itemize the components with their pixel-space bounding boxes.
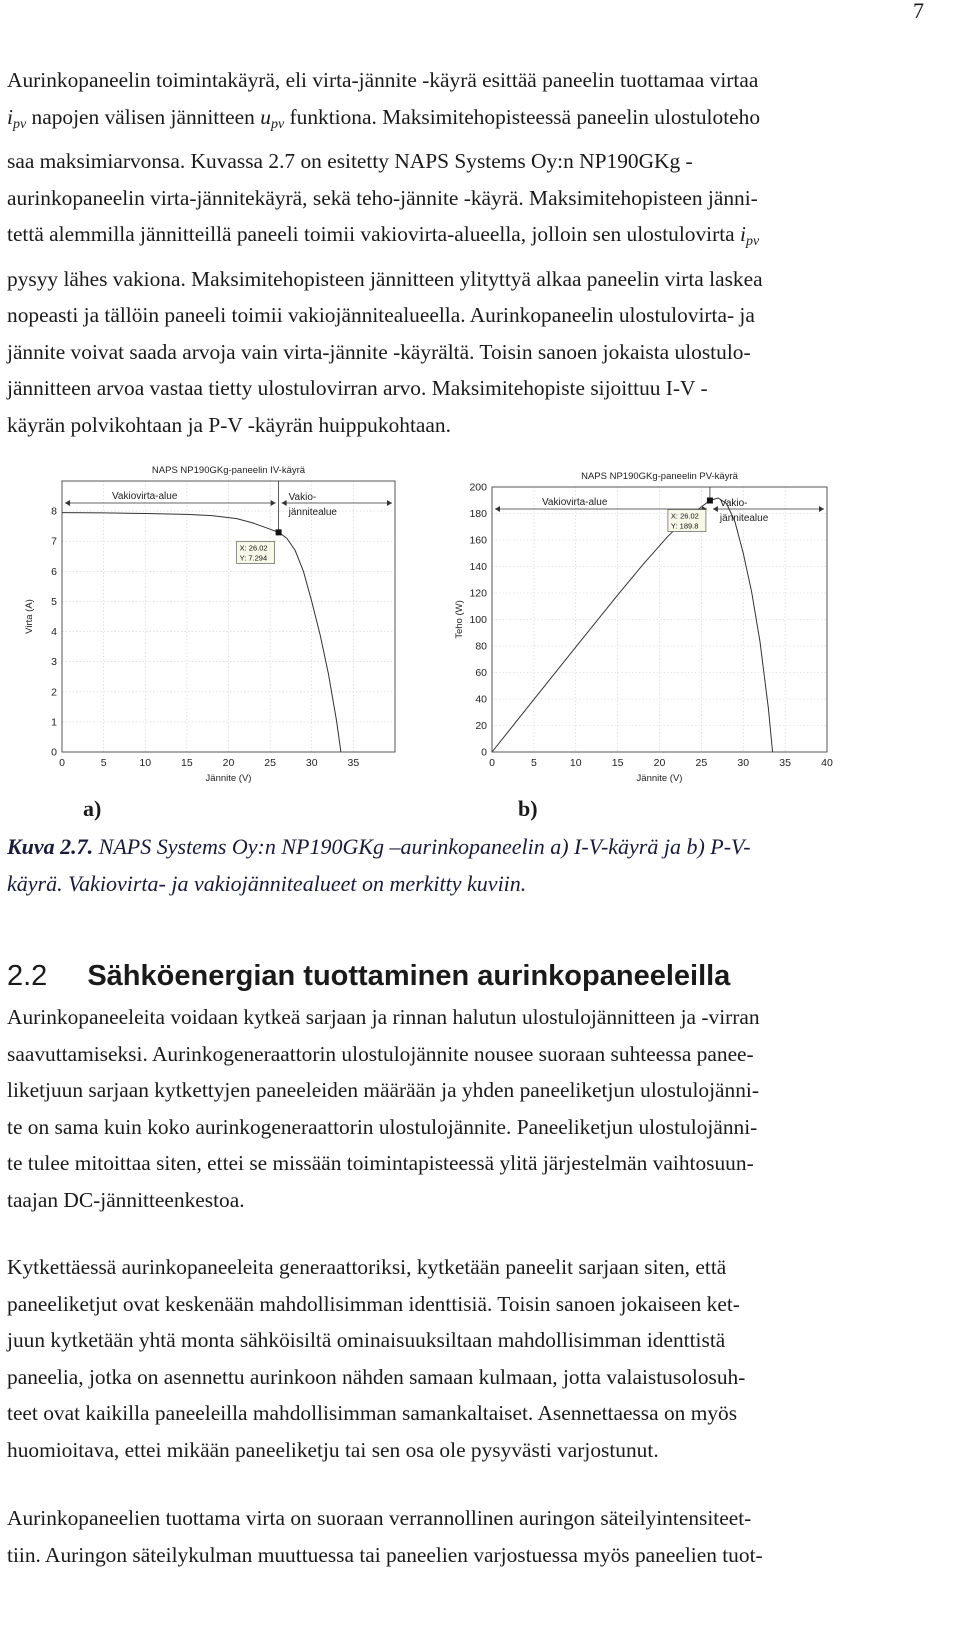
body-line: Aurinkopaneelien tuottama virta on suoraan verrannollinen auringon säteilyintensiteet- xyxy=(7,1506,752,1530)
figure-label-a: a) xyxy=(83,796,102,821)
x-tick-label: 30 xyxy=(305,757,318,769)
intro-line: $i_{pv}$ napojen välisen jännitteen $u_{pv}$ funktiona. Maksimitehopisteessä paneelin ulostuloteho xyxy=(7,104,761,132)
y-tick-label: 8 xyxy=(51,505,57,518)
x-tick-label: 20 xyxy=(222,757,235,769)
y-tick-label: 7 xyxy=(51,535,57,548)
body-line: juun kytketään yhtä monta sähköisiltä ominaisuuksiltaan mahdollisimman identtistä xyxy=(7,1328,726,1352)
x-axis-label: Jännite (V) xyxy=(636,773,683,784)
x-tick-label: 0 xyxy=(489,757,495,769)
section-number: 2.2 xyxy=(7,960,48,992)
intro-line: aurinkopaneelin virta-jännitekäyrä, sekä teho-jännite -käyrä. Maksimitehopisteen jänni- xyxy=(7,185,758,210)
x-tick-label: 15 xyxy=(181,757,193,769)
body-line: saavuttamiseksi. Aurinkogeneraattorin ulostulojännite nousee suoraan suhteessa panee- xyxy=(7,1041,754,1066)
intro-line: pysyy lähes vakiona. Maksimitehopisteen jännitteen ylityttyä alkaa paneelin virta laskea xyxy=(7,266,763,291)
y-tick-label: 0 xyxy=(51,746,57,759)
body-line: te on sama kuin koko aurinkogeneraattorin ulostulojännite. Paneeliketjun ulostulojänni- xyxy=(7,1114,758,1139)
x-tick-label: 20 xyxy=(653,757,666,769)
x-tick-label: 15 xyxy=(611,757,624,769)
y-tick-label: 160 xyxy=(469,534,487,547)
section-heading xyxy=(7,960,730,993)
pv-chart-svg xyxy=(445,465,845,790)
caption-label: Kuva 2.7. xyxy=(7,834,94,859)
iv-chart-svg xyxy=(24,465,408,790)
body-paragraph-3 xyxy=(7,1500,922,1573)
body-line: teet ovat kaikilla paneeleilla mahdollisimman samankaltaiset. Asennettaessa on myös xyxy=(7,1401,738,1425)
caption-text: NAPS Systems Oy:n NP190GKg –aurinkopaneelin a) I-V-käyrä ja b) P-V- xyxy=(93,834,751,859)
intro-line: jännite voivat saada arvoja vain virta-jännite -käyrältä. Toisin sanoen jokaista ulostulo- xyxy=(7,339,751,364)
chart-title: NAPS NP190GKg-paneelin PV-käyrä xyxy=(581,471,738,482)
x-tick-label: 5 xyxy=(530,757,537,769)
x-tick-label: 25 xyxy=(264,757,276,769)
y-tick-label: 80 xyxy=(475,640,487,653)
y-tick-label: 40 xyxy=(475,693,487,706)
body-line: Aurinkopaneeleita voidaan kytkeä sarjaan ja rinnan halutun ulostulojännitteen ja -virran xyxy=(7,1005,760,1029)
body-line: liketjuun sarjaan kytkettyjen paneeleiden määrään ja yhden paneeliketjun ulostulojänni- xyxy=(7,1078,759,1102)
figure-label-b: b) xyxy=(518,796,538,821)
annotation-label: jännitealue xyxy=(288,507,337,518)
annotation-label: jännitealue xyxy=(719,513,769,524)
arrow-head xyxy=(495,506,500,512)
x-tick-label: 30 xyxy=(737,757,750,769)
y-tick-label: 2 xyxy=(51,686,57,699)
x-tick-label: 35 xyxy=(779,757,791,769)
y-tick-label: 120 xyxy=(469,587,487,600)
x-tick-label: 10 xyxy=(569,757,582,769)
datatip-y: Y: 7.294 xyxy=(239,553,268,563)
symbol-upv: $u_{pv}$ xyxy=(260,104,285,132)
pv-chart xyxy=(445,465,845,790)
intro-line: jännitteen arvoa vastaa tietty ulostulovirran arvo. Maksimitehopiste sijoittuu I-V - xyxy=(7,376,708,400)
body-paragraph-1 xyxy=(7,999,922,1218)
figure-caption xyxy=(7,828,927,902)
y-tick-label: 20 xyxy=(475,720,487,732)
symbol-ipv: $i_{pv}$ xyxy=(740,222,760,249)
body-line: taajan DC-jännitteenkestoa. xyxy=(7,1187,245,1212)
page-number: 7 xyxy=(913,0,924,23)
datatip-x: X: 26.02 xyxy=(239,543,268,553)
body-line: te tulee mitoittaa siten, ettei se missään toimintapisteessä ylitä järjestelmän vaihtosuun- xyxy=(7,1151,754,1175)
intro-line: Aurinkopaneelin toimintakäyrä, eli virta-jännite -käyrä esittää paneelin tuottamaa virtaa xyxy=(7,68,759,92)
intro-line: saa maksimiarvonsa. Kuvassa 2.7 on esitetty NAPS Systems Oy:n NP190GKg - xyxy=(7,149,693,173)
arrow-head xyxy=(387,500,392,506)
iv-chart xyxy=(24,465,408,790)
arrow-head xyxy=(271,500,276,506)
datatip-x: X: 26.02 xyxy=(670,511,699,521)
x-tick-label: 40 xyxy=(821,757,833,769)
symbol-ipv: $i_{pv}$ xyxy=(7,104,27,132)
annotation-label: Vakiovirta-alue xyxy=(112,491,178,502)
mpp-marker xyxy=(707,498,713,504)
annotation-label: Vakiovirta-alue xyxy=(542,497,608,508)
x-tick-label: 25 xyxy=(695,757,708,769)
arrow-head xyxy=(282,500,287,506)
y-tick-label: 6 xyxy=(51,565,57,578)
x-tick-label: 10 xyxy=(139,757,152,769)
body-line: Kytkettäessä aurinkopaneeleita generaattoriksi, kytketään paneelit sarjaan siten, että xyxy=(7,1255,727,1279)
chart-title: NAPS NP190GKg-paneelin IV-käyrä xyxy=(151,465,306,476)
y-tick-label: 200 xyxy=(469,481,487,494)
plot-frame xyxy=(62,481,395,752)
arrow-head xyxy=(713,506,718,512)
y-axis-label: Teho (W) xyxy=(454,600,465,639)
body-line: paneeliketjut ovat keskenään mahdollisimman identtisiä. Toisin sanoen jokaiseen ket- xyxy=(7,1291,740,1316)
annotation-label: Vakio- xyxy=(288,492,317,503)
body-line: paneelia, jotka on asennettu aurinkoon nähden samaan kulmaan, jotta valaistusolosuh- xyxy=(7,1364,746,1389)
y-tick-label: 60 xyxy=(475,667,487,679)
y-tick-label: 140 xyxy=(469,561,487,573)
intro-paragraph xyxy=(7,62,922,443)
x-axis-label: Jännite (V) xyxy=(205,773,252,784)
body-line: tiin. Auringon säteilykulman muuttuessa tai paneelien varjostuessa myös paneelien tuot- xyxy=(7,1542,763,1567)
y-tick-label: 180 xyxy=(469,508,487,520)
y-tick-label: 100 xyxy=(469,614,487,626)
y-tick-label: 4 xyxy=(51,626,57,639)
body-line: huomioitava, ettei mikään paneeliketju tai sen osa ole pysyvästi varjostunut. xyxy=(7,1437,659,1462)
intro-line: nopeasti ja tällöin paneeli toimii vakiojännitealueella. Aurinkopaneelin ulostulovirta- ja xyxy=(7,303,755,327)
arrow-head xyxy=(65,500,70,506)
arrow-head xyxy=(819,506,824,512)
intro-line: tettä alemmilla jännitteillä paneeli toimii vakiovirta-alueella, jolloin sen ulostulovirta $i_{pv}$ xyxy=(7,222,760,249)
y-tick-label: 5 xyxy=(51,595,57,608)
annotation-label: Vakio- xyxy=(719,498,748,509)
section-title: Sähköenergian tuottaminen aurinkopaneeleilla xyxy=(87,960,731,992)
y-tick-label: 0 xyxy=(481,746,487,759)
mpp-marker xyxy=(276,529,282,535)
x-tick-label: 5 xyxy=(100,757,107,769)
datatip-y: Y: 189.8 xyxy=(670,521,699,531)
y-axis-label: Virta (A) xyxy=(24,599,35,634)
caption-text-line2: käyrä. Vakiovirta- ja vakiojännitealueet on merkitty kuviin. xyxy=(7,871,527,896)
x-tick-label: 35 xyxy=(347,757,360,769)
x-tick-label: 0 xyxy=(59,757,65,769)
intro-line: käyrän polvikohtaan ja P-V -käyrän huippukohtaan. xyxy=(7,412,451,437)
body-paragraph-2 xyxy=(7,1249,922,1468)
y-tick-label: 3 xyxy=(51,656,57,669)
y-tick-label: 1 xyxy=(51,716,57,729)
